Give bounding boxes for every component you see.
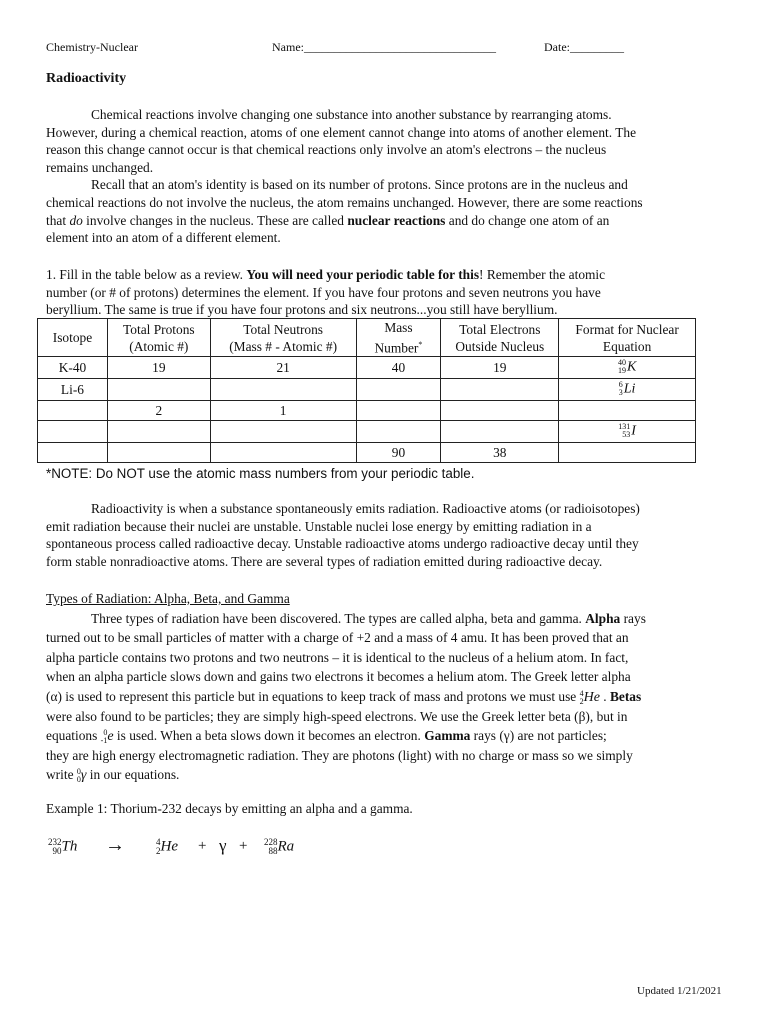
atomic-number: -1 (100, 736, 108, 746)
intro-line: Recall that an atom's identity is based on its number of protons. Since protons are in the nucleus and (91, 177, 628, 193)
isotope-numbers (619, 381, 623, 397)
mass-number: 4 (156, 837, 161, 847)
table-note: *NOTE: Do NOT use the atomic mass numbers from your periodic table. (46, 466, 475, 481)
atomic-number: 3 (618, 388, 623, 398)
header-mass (356, 319, 441, 357)
element-symbol: K (626, 359, 637, 375)
text-run: . (599, 688, 610, 704)
isotope-notation (619, 380, 636, 400)
text-run: Three types of radiation have been discovered. The types are called alpha, beta and gamma. (91, 610, 586, 626)
atomic-number: 2 (579, 696, 584, 706)
element-symbol: Li (623, 381, 636, 397)
date-field[interactable]: Date:_________ (544, 40, 624, 54)
intro-line (46, 212, 726, 230)
example-label: Example 1: Thorium-232 decays by emitting an alpha and a gamma. (46, 801, 413, 816)
element-symbol: e (107, 729, 114, 745)
cell-mass[interactable] (356, 379, 441, 401)
cell-electrons[interactable] (441, 401, 559, 421)
review-table (37, 318, 696, 463)
isotope-numbers (618, 423, 630, 439)
cell-neutrons[interactable] (210, 379, 356, 401)
cell-neutrons[interactable] (210, 421, 356, 443)
element-symbol: Th (61, 838, 78, 855)
para-line (46, 765, 726, 785)
isotope-notation (618, 358, 636, 378)
cell-electrons[interactable] (441, 379, 559, 401)
helium-notation (580, 690, 600, 706)
mass-number: 232 (48, 837, 62, 847)
term-betas: Betas (609, 688, 642, 704)
term-gamma: Gamma (424, 728, 471, 744)
para-line (46, 687, 726, 707)
radium-notation (264, 838, 294, 856)
isotope-numbers (618, 359, 626, 375)
para-line: when an alpha particle slows down and gains two electrons it becomes a helium atom. The Greek letter alpha (46, 669, 631, 685)
header-text: Outside Nucleus (455, 338, 545, 354)
question-line (46, 266, 726, 284)
gamma-notation (77, 768, 87, 784)
table-row (38, 421, 696, 443)
cell-mass[interactable]: 40 (356, 357, 441, 379)
cell-protons[interactable] (107, 421, 210, 443)
para-line: turned out to be small particles of matter with a charge of +2 and a mass of 4 amu. It has been proved that an (46, 630, 629, 646)
cell-mass[interactable] (356, 421, 441, 443)
element-symbol: He (583, 689, 600, 705)
para-line (46, 726, 726, 746)
cell-format[interactable] (559, 443, 696, 463)
mass-number: 228 (264, 837, 278, 847)
footnote-mark: * (418, 340, 423, 349)
cell-isotope[interactable] (38, 443, 108, 463)
cell-electrons[interactable]: 38 (441, 443, 559, 463)
isotope-numbers (264, 838, 278, 856)
electron-notation (101, 729, 114, 745)
question-1 (46, 266, 726, 319)
cell-protons[interactable]: 19 (107, 357, 210, 379)
question-emphasis: You will need your periodic table for this (246, 267, 480, 282)
table-row (38, 379, 696, 401)
cell-format[interactable] (559, 421, 696, 443)
updated-date: Updated 1/21/2021 (637, 985, 722, 997)
thorium-notation (48, 838, 77, 856)
cell-protons[interactable] (107, 379, 210, 401)
mass-number: 6 (618, 380, 623, 390)
table-header-row (38, 319, 696, 357)
atomic-number: 19 (617, 366, 626, 376)
text-run: in our equations. (86, 767, 180, 783)
cell-electrons[interactable] (441, 421, 559, 443)
para-line: alpha particle contains two protons and two neutrons – it is identical to the nucleus of a helium atom. In fact, (46, 649, 629, 665)
header-text: Number (374, 340, 419, 356)
mass-number: 40 (617, 358, 626, 368)
cell-format[interactable] (559, 379, 696, 401)
isotope-notation (618, 422, 636, 442)
helium-notation (156, 838, 178, 856)
intro-line: Chemical reactions involve changing one substance into another substance by rearranging atoms. (91, 107, 612, 122)
para-line: emit radiation because their nuclei are unstable. Unstable nuclei lose energy by emitting radiation in a (46, 518, 592, 534)
header-text: Format for Nuclear (575, 321, 679, 337)
cell-isotope[interactable] (38, 421, 108, 443)
cell-neutrons[interactable]: 1 (210, 401, 356, 421)
para-line: they are high energy electromagnetic radiation. They are photons (light) with no charge or mass so we simply (46, 747, 633, 763)
intro-line: However, during a chemical reaction, atoms of one element cannot change into atoms of another element. The (46, 124, 637, 140)
cell-protons[interactable]: 2 (107, 401, 210, 421)
reaction-arrow: → (105, 834, 125, 856)
para-line: form stable nonradioactive atoms. There are several types of radiation emitted during radioactive decay. (46, 553, 603, 569)
mass-number: 0 (103, 728, 108, 738)
table-row (38, 401, 696, 421)
text-run: write (46, 767, 77, 783)
text-run: is used. When a beta slows down it becomes an electron. (113, 728, 425, 744)
cell-protons[interactable] (107, 443, 210, 463)
para-line: were also found to be particles; they are simply high-speed electrons. We use the Greek letter beta (β), but in (46, 708, 628, 724)
header-text: Total Neutrons (243, 321, 324, 337)
header-text: (Mass # - Atomic #) (229, 338, 338, 354)
mass-number: 0 (76, 767, 81, 777)
plus-sign: + (198, 838, 207, 854)
intro-line: element into an atom of a different element. (46, 230, 281, 246)
radioactivity-paragraph (46, 500, 726, 570)
table-row (38, 443, 696, 463)
header-neutrons (210, 319, 356, 357)
gamma-symbol: γ (219, 836, 227, 855)
question-line: beryllium. The same is true if you have four protons and six neutrons...you still have beryllium. (46, 302, 558, 318)
cell-isotope[interactable]: Li-6 (38, 379, 108, 401)
element-symbol: He (160, 838, 178, 855)
header-text: Equation (602, 338, 652, 354)
element-symbol: Ra (277, 838, 295, 855)
intro-line: remains unchanged. (46, 159, 154, 175)
cell-isotope[interactable]: K-40 (38, 357, 108, 379)
atomic-number: 88 (268, 846, 278, 856)
types-section (46, 589, 726, 785)
isotope-numbers (48, 838, 62, 856)
text-run: rays (γ) are not particles; (470, 728, 607, 744)
header-format (559, 319, 696, 357)
text-run: 1. Fill in the table below as a review. (46, 267, 247, 282)
intro-line: chemical reactions do not involve the nucleus, the atom remains unchanged. However, there are some reactions (46, 194, 643, 210)
text-run: (α) is used to represent this particle but in equations to keep track of mass and protons we must use (46, 688, 580, 704)
text-run: that (46, 212, 70, 228)
section-heading: Types of Radiation: Alpha, Beta, and Gamma (46, 591, 290, 606)
header-text: Total Electrons (459, 321, 541, 337)
text-run: rays (620, 610, 646, 626)
cell-neutrons[interactable] (210, 443, 356, 463)
cell-format[interactable] (559, 357, 696, 379)
emphasis-do: do (69, 212, 83, 228)
table-row (38, 357, 696, 379)
term-nuclear-reactions: nuclear reactions (347, 212, 446, 228)
element-symbol: I (631, 423, 636, 439)
atomic-number: 0 (76, 775, 81, 785)
cell-electrons[interactable]: 19 (441, 357, 559, 379)
cell-mass[interactable] (356, 401, 441, 421)
term-alpha: Alpha (585, 610, 621, 626)
course-label: Chemistry-Nuclear (46, 40, 138, 54)
para-line: Radioactivity is when a substance spontaneously emits radiation. Radioactive atoms (or radioisotopes) (91, 501, 640, 516)
mass-number: 131 (618, 422, 631, 432)
text-run: equations (46, 728, 101, 744)
question-line: number (or # of protons) determines the element. If you have four protons and seven neutrons you have (46, 284, 601, 300)
header-electrons (441, 319, 559, 357)
header-text: Mass (384, 320, 413, 335)
header-text: (Atomic #) (129, 338, 189, 354)
page-title: Radioactivity (46, 71, 127, 86)
para-line: spontaneous process called radioactive decay. Unstable radioactive atoms undergo radioactive decay until they (46, 536, 639, 552)
atomic-number: 53 (622, 430, 631, 440)
intro-paragraph (46, 106, 726, 247)
mass-number: 4 (579, 688, 584, 698)
text-run: involve changes in the nucleus. These are called (82, 212, 348, 228)
header-protons (107, 319, 210, 357)
cell-mass[interactable]: 90 (356, 443, 441, 463)
cell-format[interactable] (559, 401, 696, 421)
text-run: ! Remember the atomic (479, 267, 606, 282)
header-isotope: Isotope (38, 319, 108, 357)
header-text: Total Protons (123, 321, 195, 337)
atomic-number: 90 (52, 846, 62, 856)
plus-sign: + (239, 838, 248, 854)
element-symbol: γ (80, 768, 87, 784)
intro-line: reason this change cannot occur is that chemical reactions only involve an atom's electrons – the nucleus (46, 142, 607, 158)
para-line (46, 609, 726, 629)
cell-neutrons[interactable]: 21 (210, 357, 356, 379)
name-field[interactable]: Name:________________________________ (272, 40, 496, 54)
atomic-number: 2 (156, 846, 161, 856)
text-run: and do change one atom of an (445, 212, 610, 228)
cell-isotope[interactable] (38, 401, 108, 421)
